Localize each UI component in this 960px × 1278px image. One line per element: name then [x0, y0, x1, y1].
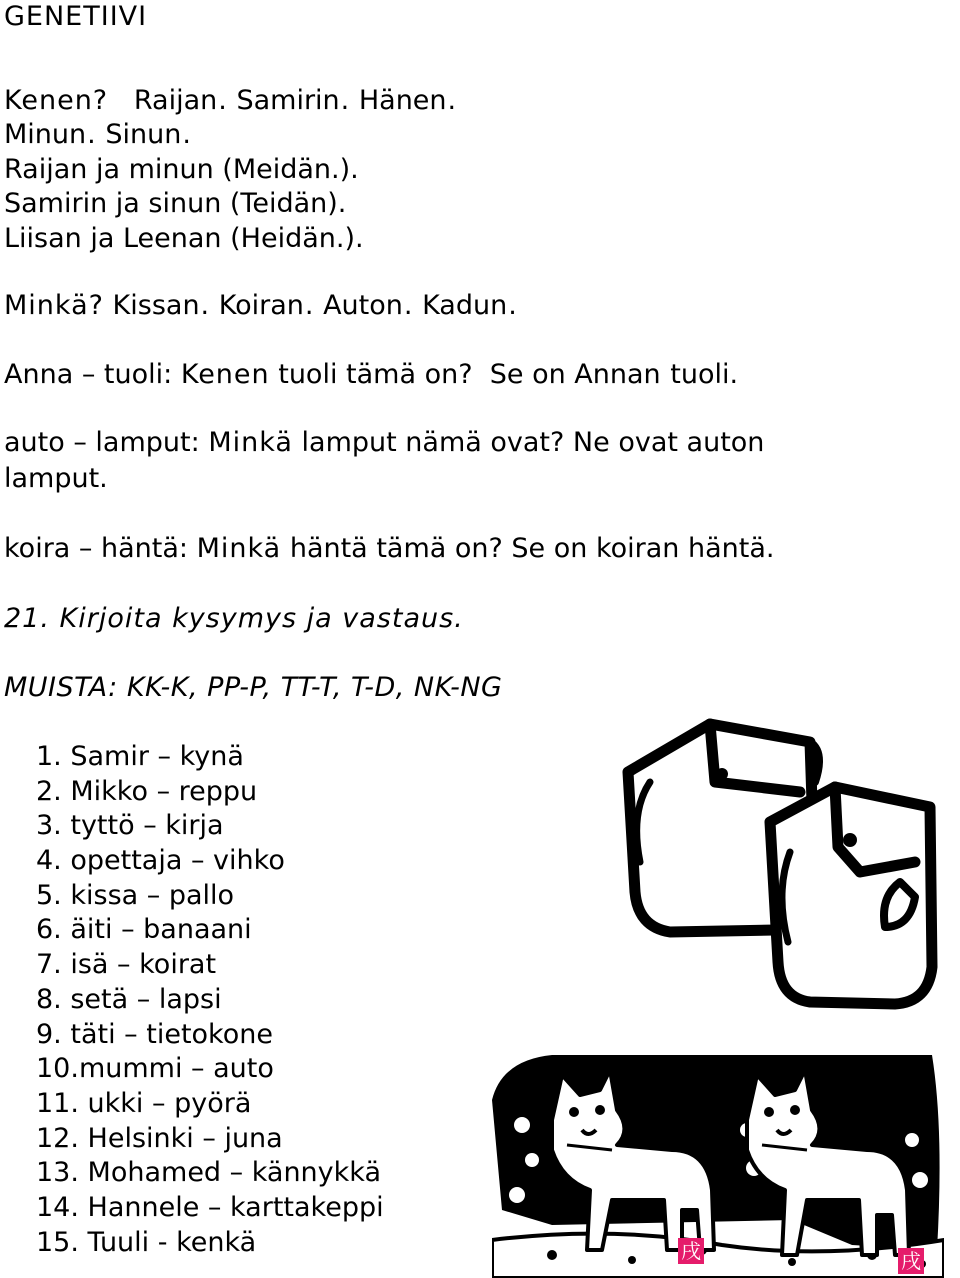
stamp-left: 戌	[681, 1239, 701, 1263]
intro-line-minka: Minkä? Kissan. Koiran. Auton. Kadun.	[4, 290, 518, 321]
list-item: 11. ukki – pyörä	[36, 1087, 252, 1119]
question-word-kenen: Kenen?	[4, 85, 109, 116]
list-item: 8. setä – lapsi	[36, 983, 222, 1015]
list-item: 2. Mikko – reppu	[36, 775, 258, 807]
example-anna: Anna – tuoli: Kenen tuoli tämä on? Se on Annan tuoli.	[4, 359, 739, 390]
list-item: 15. Tuuli - kenkä	[36, 1226, 257, 1258]
intro-line-teidan: Samirin ja sinun (Teidän).	[4, 188, 347, 219]
question-word-minka: Minkä?	[4, 290, 104, 321]
example-auto: auto – lamput: Minkä lamput nämä ovat? Ne ovat auton	[4, 427, 765, 458]
example-koira: koira – häntä: Minkä häntä tämä on? Se on koiran häntä.	[4, 533, 775, 564]
list-item: 7. isä – koirat	[36, 949, 217, 981]
intro-line-heidan: Liisan ja Leenan (Heidän.).	[4, 223, 364, 254]
list-item: 1. Samir – kynä	[36, 741, 244, 772]
list-item: 6. äiti – banaani	[36, 914, 252, 946]
page-title: GENETIIVI	[4, 1, 148, 32]
list-item: 13. Mohamed – kännykkä	[36, 1157, 381, 1189]
list-item: 14. Hannele – karttakeppi	[36, 1191, 384, 1223]
example-auto-continued: lamput.	[4, 463, 108, 494]
dogs-illustration	[492, 1050, 944, 1278]
intro-line-pronouns: Minun. Sinun.	[4, 119, 192, 150]
list-item: 9. täti – tietokone	[36, 1018, 273, 1050]
list-item: 3. tyttö – kirja	[36, 810, 224, 842]
list-item: 5. kissa – pallo	[36, 879, 235, 911]
list-item: 12. Helsinki – juna	[36, 1122, 283, 1154]
task-title: 21. Kirjoita kysymys ja vastaus.	[4, 603, 464, 634]
list-item: 10.mummi – auto	[36, 1053, 274, 1085]
intro-line-meidan: Raijan ja minun (Meidän.).	[4, 154, 359, 185]
list-item: 4. opettaja – vihko	[36, 845, 285, 877]
backpacks-illustration	[610, 712, 950, 1012]
backpack-right	[770, 787, 932, 1004]
intro-line-kenen: Kenen? Raijan. Samirin. Hänen.	[4, 85, 458, 116]
stamp-right: 戌	[901, 1249, 921, 1273]
task-reminder: MUISTA: KK-K, PP-P, TT-T, T-D, NK-NG	[4, 672, 503, 703]
exercise-list	[36, 740, 384, 1260]
